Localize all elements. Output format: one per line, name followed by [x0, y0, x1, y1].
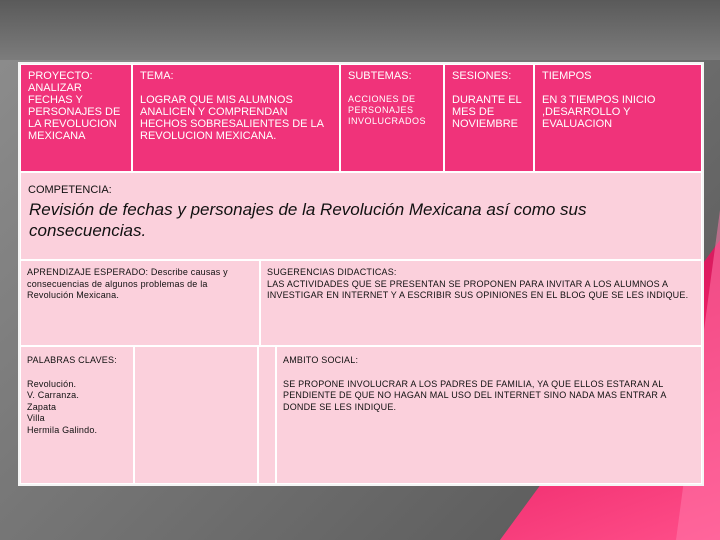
- palabras-cell: [20, 346, 134, 484]
- tiempos-cell: [534, 64, 702, 172]
- aprendizaje-text: APRENDIZAJE ESPERADO: Describe causas y consecuencias de algunos problemas de la Revolución Mexicana.: [27, 267, 228, 300]
- sesiones-cell: [444, 64, 534, 172]
- subtemas-value: ACCIONES DE PERSONAJES INVOLUCRADOS: [348, 94, 427, 126]
- competencia-text: Revisión de fechas y personajes de la Revolución Mexicana así como sus consecuencias.: [29, 200, 587, 240]
- subtemas-label: SUBTEMAS:: [348, 70, 412, 82]
- tema-value: LOGRAR QUE MIS ALUMNOS ANALICEN Y COMPRENDAN HECHOS SOBRESALIENTES DE LA REVOLUCION MEXICANA.: [140, 94, 324, 142]
- sugerencias-label: SUGERENCIAS DIDACTICAS:: [267, 267, 397, 277]
- tema-cell: [132, 64, 340, 172]
- background-top-band: [0, 0, 720, 60]
- sesiones-label: SESIONES:: [452, 70, 512, 82]
- ambito-label: AMBITO SOCIAL:: [283, 355, 359, 365]
- palabras-item: Villa: [27, 413, 45, 423]
- aprendizaje-cell: [20, 260, 260, 346]
- tiempos-label: TIEMPOS: [542, 70, 592, 82]
- proyecto-cell: [20, 64, 132, 172]
- palabras-item: V. Carranza.: [27, 390, 80, 400]
- blank-cell-middle: [134, 346, 258, 484]
- sesiones-value: DURANTE EL MES DE NOVIEMBRE: [452, 94, 522, 130]
- proyecto-text: PROYECTO: ANALIZAR FECHAS Y PERSONAJES DE LA REVOLUCION MEXICANA: [28, 70, 121, 142]
- blank-cell-narrow: [258, 346, 276, 484]
- tiempos-value: EN 3 TIEMPOS INICIO ,DESARROLLO Y EVALUACION: [542, 94, 656, 130]
- competencia-label: COMPETENCIA:: [28, 184, 112, 196]
- palabras-item: Hermila Galindo.: [27, 424, 98, 435]
- competencia-cell: [20, 172, 702, 260]
- subtemas-cell: [340, 64, 444, 172]
- palabras-item: Zapata: [27, 401, 57, 412]
- palabras-item: Revolución.: [27, 378, 77, 389]
- tema-label: TEMA:: [140, 70, 174, 82]
- ambito-text: SE PROPONE INVOLUCRAR A LOS PADRES DE FAMILIA, YA QUE ELLOS ESTARAN AL PENDIENTE DE QUE NO HAGAN MAL USO DEL INTERNET SINO NADA MAS ENTRAR A DONDE SE LES INDIQUE.: [283, 378, 667, 412]
- sugerencias-text: LAS ACTIVIDADES QUE SE PRESENTAN SE PROPONEN PARA INVITAR A LOS ALUMNOS A INVESTIGAR EN INTERNET Y A ESCRIBIR SUS OPINIONES EN EL BLOG QUE SE LES INDIQUE.: [267, 278, 689, 300]
- ambito-cell: [276, 346, 702, 484]
- palabras-label: PALABRAS CLAVES:: [27, 355, 117, 365]
- sugerencias-cell: [260, 260, 702, 346]
- planning-table: [18, 62, 704, 486]
